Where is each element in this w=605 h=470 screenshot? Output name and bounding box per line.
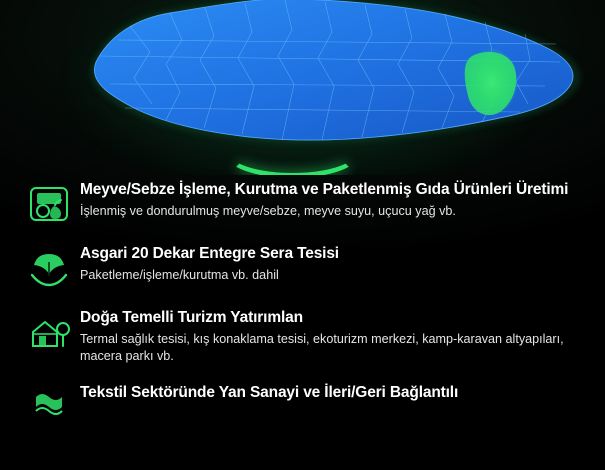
list-item[interactable] — [18, 306, 591, 365]
item-text — [80, 306, 591, 365]
list-item[interactable] — [18, 242, 591, 290]
icon-container — [18, 306, 80, 354]
item-title: Doğa Temelli Turizm Yatırımlan — [80, 309, 303, 326]
item-text — [80, 178, 591, 220]
benefits-list — [0, 178, 605, 445]
item-title: Meyve/Sebze İşleme, Kurutma ve Paketlenmiş Gıda Ürünleri Üretimi — [80, 181, 569, 198]
icon-container — [18, 381, 80, 429]
item-title: Tekstil Sektöründe Yan Sanayi ve İleri/Geri Bağlantılı — [80, 383, 459, 401]
item-desc: İşlenmiş ve dondurulmuş meyve/sebze, meyve suyu, uçucu yağ vb. — [80, 204, 456, 219]
textile-icon — [28, 387, 70, 427]
icon-container — [18, 242, 80, 290]
item-text — [80, 242, 591, 284]
item-desc: Paketleme/işleme/kurutma vb. dahil — [80, 268, 279, 283]
map-arc-accent — [225, 128, 360, 175]
item-title: Asgari 20 Dekar Entegre Sera Tesisi — [80, 245, 339, 262]
food-processing-icon — [28, 184, 70, 224]
list-item[interactable] — [18, 381, 591, 429]
greenhouse-leaf-icon — [28, 248, 70, 288]
icon-container — [18, 178, 80, 226]
nature-tourism-icon — [27, 312, 71, 352]
map-area — [0, 0, 605, 175]
item-text — [80, 381, 591, 404]
list-item[interactable] — [18, 178, 591, 226]
item-desc: Termal sağlık tesisi, kış konaklama tesisi, ekoturizm merkezi, kamp-karavan altyapıları, macera parkı vb. — [80, 332, 564, 363]
